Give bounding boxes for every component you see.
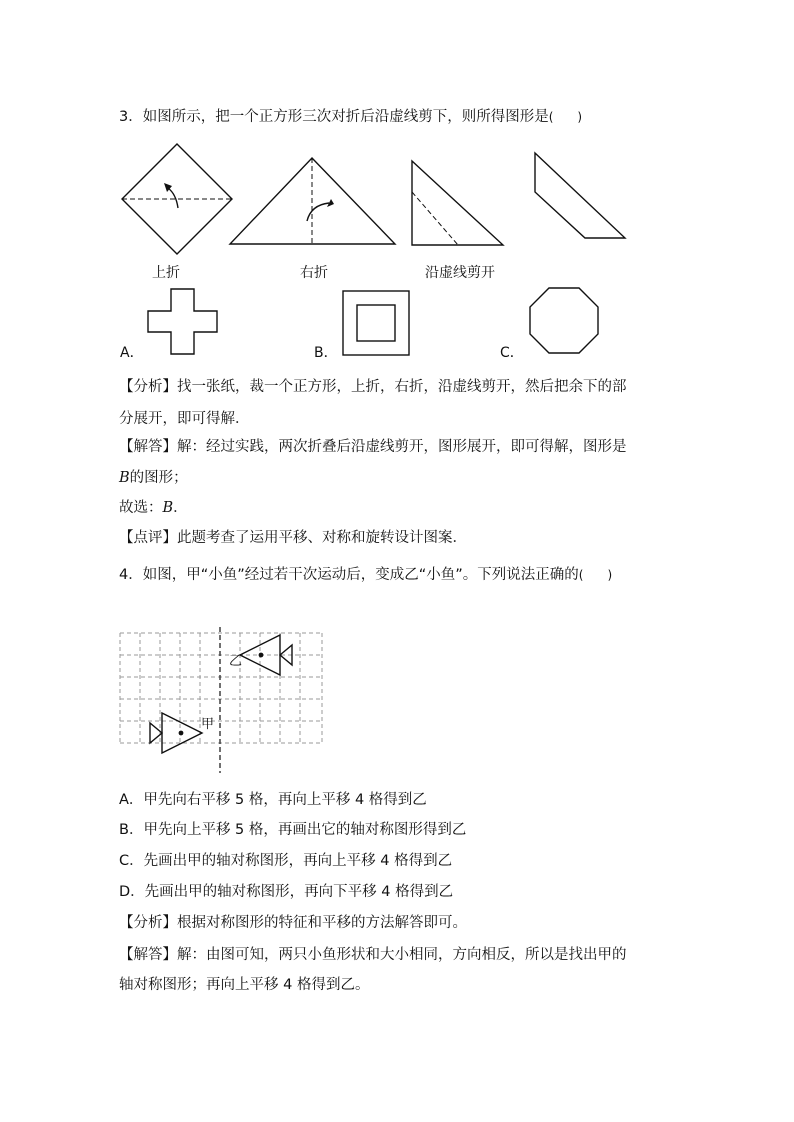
q4-answer-line2: 轴对称图形；再向上平移 4 格得到乙。 xyxy=(119,977,370,993)
q4-option-d: D．先画出甲的轴对称图形，再向下平移 4 格得到乙 xyxy=(119,884,454,900)
q3-answer-paren: ( ) xyxy=(548,110,583,124)
q4-stem xyxy=(119,565,612,585)
q4-stem-text: 4．如图，甲“小鱼”经过若干次运动后，变成乙“小鱼”。下列说法正确的 xyxy=(119,567,579,583)
q4-option-b: B．甲先向上平移 5 格，再画出它的轴对称图形得到乙 xyxy=(119,822,467,838)
fold-label-up: 上折 xyxy=(152,265,180,281)
fold-label-cut: 沿虚线剪开 xyxy=(425,265,495,281)
fish-yi-label: 乙 xyxy=(229,654,243,669)
option-a-label: A． xyxy=(120,345,144,361)
q3-comment: 【点评】此题考查了运用平移、对称和旋转设计图案． xyxy=(119,530,467,546)
q3-analysis-line2: 分展开，即可得解． xyxy=(119,411,250,427)
fold-label-right: 右折 xyxy=(300,265,328,281)
q4-answer-line1: 【解答】解：由图可知，两只小鱼形状和大小相同，方向相反，所以是找出甲的 xyxy=(119,947,627,963)
fold-step-2-triangle xyxy=(227,155,399,247)
option-c-octagon-shape xyxy=(527,286,601,356)
option-a-cross-shape xyxy=(146,287,220,357)
q3-stem xyxy=(119,107,582,127)
option-c-label: C． xyxy=(500,345,524,361)
option-b-label: B． xyxy=(314,345,338,361)
q3-answer-line2 xyxy=(119,468,188,488)
q4-answer-paren: ( ) xyxy=(578,568,613,582)
fold-step-3-half-triangle xyxy=(408,158,508,248)
q3-choice-line xyxy=(119,498,188,518)
q3-stem-text: 3．如图所示，把一个正方形三次对折后沿虚线剪下，则所得图形是 xyxy=(119,109,549,125)
fold-step-1-diamond xyxy=(120,142,235,257)
q4-analysis: 【分析】根据对称图形的特征和平移的方法解答即可。 xyxy=(119,915,467,931)
option-b-square-frame-shape xyxy=(340,289,412,357)
fish-jia xyxy=(150,713,202,753)
q3-choice-variable: B xyxy=(162,500,174,516)
q4-option-c: C．先画出甲的轴对称图形，再向上平移 4 格得到乙 xyxy=(119,853,453,869)
q3-choice-suffix: ． xyxy=(173,500,188,516)
fish-jia-label: 甲 xyxy=(201,717,215,732)
fish-grid-figure xyxy=(118,627,328,777)
q3-answer-line1: 【解答】解：经过实践，两次折叠后沿虚线剪开，图形展开，即可得解，图形是 xyxy=(119,439,627,455)
fold-step-4-cut-piece xyxy=(530,150,630,242)
q3-answer-line2-text: 的图形； xyxy=(129,470,188,486)
q3-answer-variable: B xyxy=(119,470,130,486)
q3-analysis-line1: 【分析】找一张纸，裁一个正方形，上折，右折，沿虚线剪开，然后把余下的部 xyxy=(119,379,627,395)
q3-choice-prefix: 故选： xyxy=(119,500,163,516)
q4-option-a: A．甲先向右平移 5 格，再向上平移 4 格得到乙 xyxy=(119,792,427,808)
